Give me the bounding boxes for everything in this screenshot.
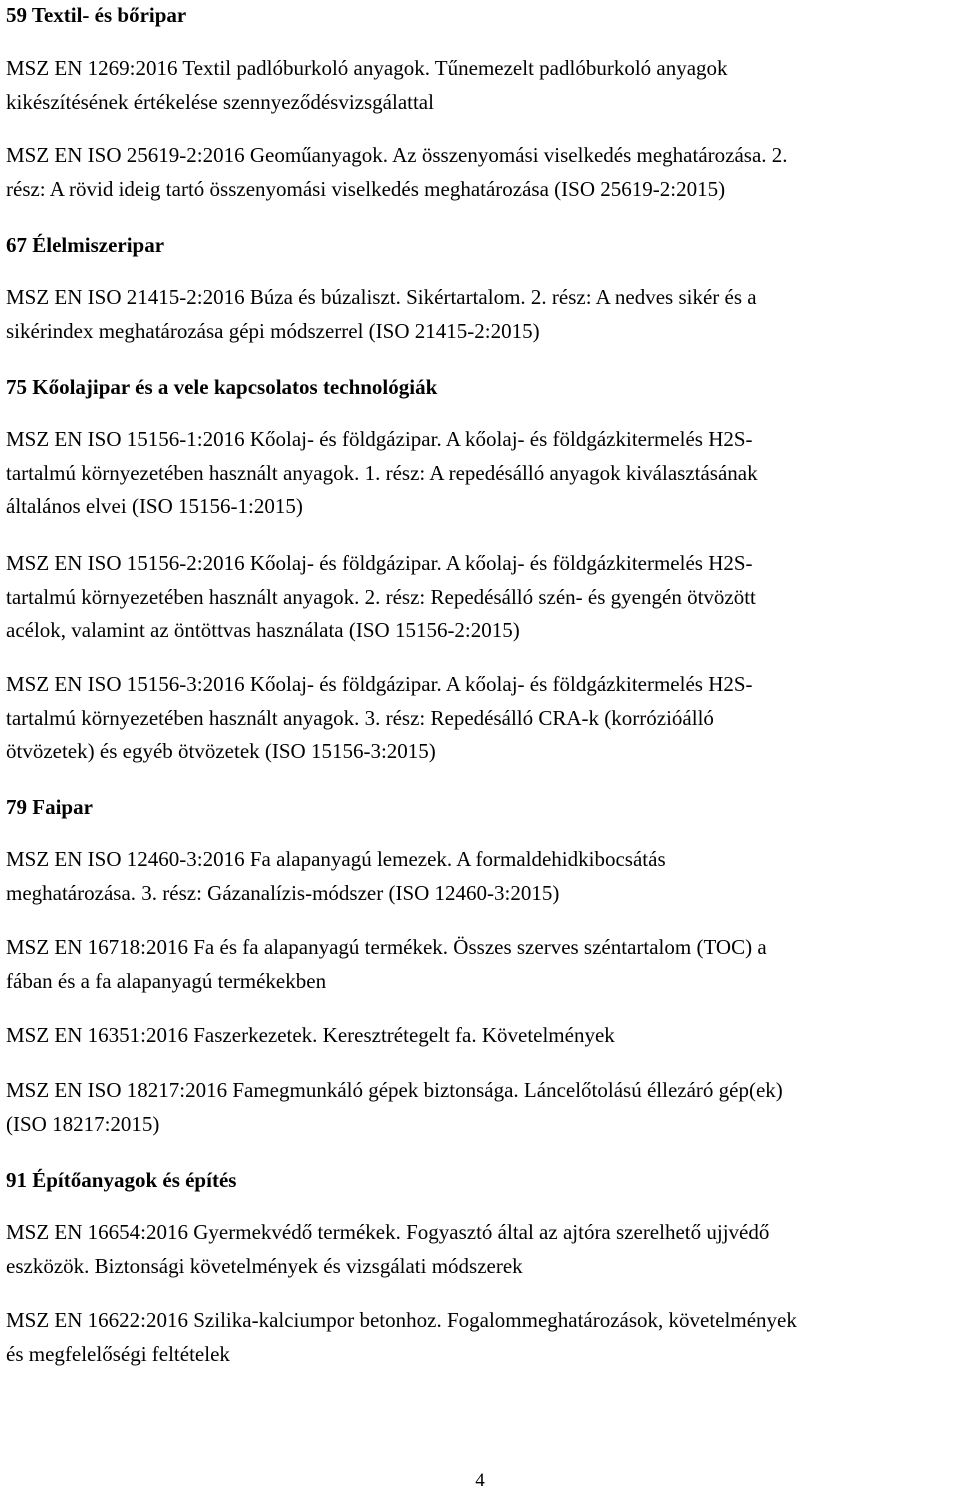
standard-entry-msz-en-iso-25619-2 <box>6 139 788 206</box>
standard-entry-msz-en-iso-12460-3 <box>6 843 666 910</box>
entry-line: meghatározása. 3. rész: Gázanalízis-módszer (ISO 12460-3:2015) <box>6 880 560 905</box>
entry-line: MSZ EN 16351:2016 Faszerkezetek. Keresztrétegelt fa. Követelmények <box>6 1023 615 1047</box>
section-heading-75: 75 Kőolajipar és a vele kapcsolatos technológiák <box>6 375 438 399</box>
entry-line: tartalmú környezetében használt anyagok. 3. rész: Repedésálló CRA-k (korrózióálló <box>6 705 714 730</box>
entry-line: ötvözetek) és egyéb ötvözetek (ISO 15156-3:2015) <box>6 739 436 763</box>
entry-line: MSZ EN ISO 18217:2016 Famegmunkáló gépek biztonsága. Láncelőtolású éllezáró gép(ek) <box>6 1078 783 1102</box>
entry-line: fában és a fa alapanyagú termékekben <box>6 968 327 993</box>
entry-line: MSZ EN 16718:2016 Fa és fa alapanyagú termékek. Összes szerves széntartalom (TOC) a <box>6 935 767 959</box>
entry-line: MSZ EN ISO 15156-1:2016 Kőolaj- és földgázipar. A kőolaj- és földgázkitermelés H2S- <box>6 427 753 451</box>
standard-entry-msz-en-16654 <box>6 1216 769 1283</box>
standard-entry-msz-en-16622 <box>6 1304 797 1371</box>
entry-line: MSZ EN ISO 12460-3:2016 Fa alapanyagú lemezek. A formaldehidkibocsátás <box>6 847 666 871</box>
entry-line: (ISO 18217:2015) <box>6 1111 160 1136</box>
standard-entry-msz-en-1269 <box>6 52 728 119</box>
standard-entry-msz-en-iso-21415-2 <box>6 281 757 348</box>
entry-line: MSZ EN ISO 21415-2:2016 Búza és búzaliszt. Sikértartalom. 2. rész: A nedves sikér és a <box>6 285 757 309</box>
entry-line: kikészítésének értékelése szennyeződésvizsgálattal <box>6 89 434 114</box>
entry-line: tartalmú környezetében használt anyagok. 2. rész: Repedésálló szén- és gyengén ötvözött <box>6 584 756 609</box>
entry-line: általános elvei (ISO 15156-1:2015) <box>6 494 303 518</box>
section-heading-79: 79 Faipar <box>6 795 93 819</box>
entry-line: MSZ EN ISO 15156-2:2016 Kőolaj- és földgázipar. A kőolaj- és földgázkitermelés H2S- <box>6 551 753 575</box>
standard-entry-msz-en-16718 <box>6 931 767 998</box>
entry-line: MSZ EN 16654:2016 Gyermekvédő termékek. Fogyasztó által az ajtóra szerelhető ujjvédő <box>6 1220 770 1244</box>
standard-entry-msz-en-iso-15156-1 <box>6 423 758 524</box>
entry-line: MSZ EN ISO 25619-2:2016 Geoműanyagok. Az összenyomási viselkedés meghatározása. 2. <box>6 143 788 167</box>
standard-entry-msz-en-iso-18217 <box>6 1074 783 1141</box>
entry-line: MSZ EN 1269:2016 Textil padlóburkoló anyagok. Tűnemezelt padlóburkoló anyagok <box>6 56 728 80</box>
section-heading-59: 59 Textil- és bőripar <box>6 3 187 27</box>
standard-entry-msz-en-iso-15156-3 <box>6 668 753 769</box>
entry-line: rész: A rövid ideig tartó összenyomási viselkedés meghatározása (ISO 25619-2:2015) <box>6 176 726 201</box>
entry-line: tartalmú környezetében használt anyagok. 1. rész: A repedésálló anyagok kiválasztásának <box>6 460 758 485</box>
section-heading-67: 67 Élelmiszeripar <box>6 233 165 257</box>
entry-line: MSZ EN ISO 15156-3:2016 Kőolaj- és földgázipar. A kőolaj- és földgázkitermelés H2S- <box>6 672 753 696</box>
standard-entry-msz-en-16351 <box>6 1019 615 1053</box>
entry-line: acélok, valamint az öntöttvas használata (ISO 15156-2:2015) <box>6 618 520 642</box>
section-heading-91: 91 Építőanyagok és építés <box>6 1168 237 1192</box>
entry-line: sikérindex meghatározása gépi módszerrel (ISO 21415-2:2015) <box>6 318 540 343</box>
entry-line: eszközök. Biztonsági követelmények és vizsgálati módszerek <box>6 1253 523 1278</box>
page-number: 4 <box>475 1470 485 1491</box>
standard-entry-msz-en-iso-15156-2 <box>6 547 756 648</box>
entry-line: és megfelelőségi feltételek <box>6 1341 230 1366</box>
entry-line: MSZ EN 16622:2016 Szilika-kalciumpor betonhoz. Fogalommeghatározások, követelmények <box>6 1308 797 1332</box>
